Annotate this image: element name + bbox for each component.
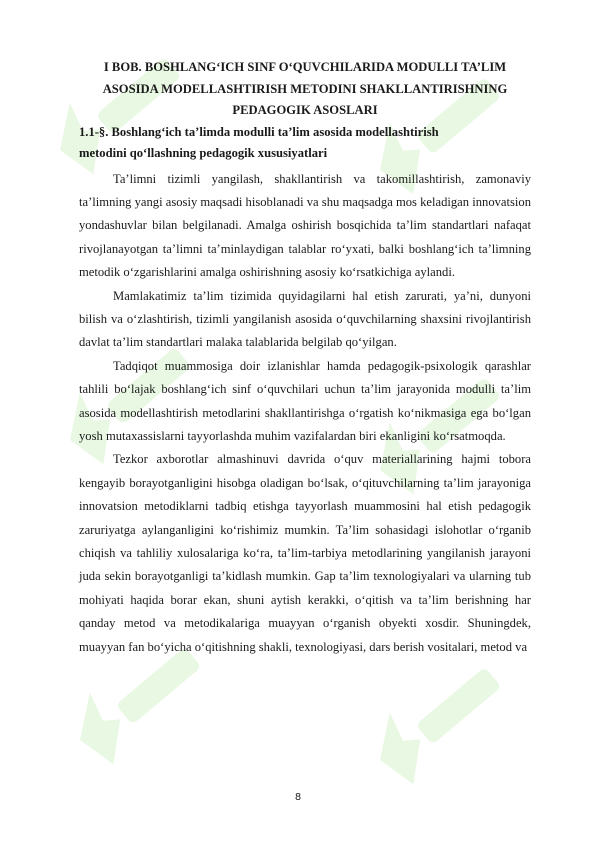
body-paragraph: Mamlakatimiz ta’lim tizimida quyidagilarni hal etish zarurati, ya’ni, dunyoni bilish va o‘zlashtirish, tizimli yangilanish asosida o‘quvchilarning shaxsini rivojlantirish davlat ta’lim standartlari malaka talablarida belgilab qo‘yilgan. bbox=[79, 288, 531, 350]
chapter-title bbox=[79, 57, 531, 122]
page-number: 8 bbox=[294, 792, 302, 803]
body-paragraph: Tadqiqot muammosiga doir izlanishlar hamda pedagogik-psixologik qarashlar tahlili bo‘lajak boshlang‘ich sinf o‘quvchilari uchun ta’lim jarayonida modulli ta’lim asosida modellashtirish metodlarini shakllantirishga o‘rgatish ko‘nikmasiga ega bo‘lgan yosh mutaxassislarni tayyorlashda muhim vazifalardan biri ekanligini ko‘rsatmoqda. bbox=[79, 358, 531, 443]
chapter-title-line: I BOB. BOSHLANG‘ICH SINF O‘QUVCHILARIDA MODULLI TA’LIM bbox=[103, 60, 507, 74]
body-paragraph: Ta’limni tizimli yangilash, shakllantirish va takomillashtirish, zamonaviy ta’limning yangi asosiy maqsadi hisoblanadi va shu maqsadga mos keladigan innovatsion yondashuvlar bilan belgilanadi. Amalga oshirish bosqichida ta’lim standartlari nafaqat rivojlanayotgan ta’limni ta’minlaydigan talablar ro‘yxati, balki boshlang‘ich ta’limning metodik o‘zgarishlarini amalga oshirishning asosiy ko‘rsatkichiga aylandi. bbox=[79, 171, 531, 280]
section-heading-line: metodini qo‘llashning pedagogik xususiyatlari bbox=[79, 146, 328, 160]
document-page bbox=[79, 57, 531, 659]
watermark-mark-5 bbox=[61, 689, 140, 771]
chapter-title-line: ASOSIDA MODELLASHTIRISH METODINI SHAKLLANTIRISHNING bbox=[102, 81, 508, 96]
section-heading-line: 1.1-§. Boshlang‘ich ta’limda modulli ta’lim asosida modellashtirish bbox=[79, 124, 439, 139]
section-heading bbox=[79, 122, 531, 165]
watermark-mark-6 bbox=[361, 709, 440, 791]
watermark-band-6 bbox=[416, 667, 502, 745]
chapter-title-line: PEDAGOGIK ASOSLARI bbox=[232, 103, 378, 117]
body-paragraph: Tezkor axborotlar almashinuvi davrida o‘quv materiallarining hajmi tobora kengayib borayotganligini hisobga oladigan bo‘lsak, o‘qituvchilarning ta’lim jarayoniga innovatsion metodiklarni tadbiq etishga tayyorlash muammosini hal etish pedagogik zaruriyatga aylanganligini ko‘rishimiz mumkin. Ta’lim sohasidagi islohotlar o‘rganib chiqish va tahliliy xulosalariga ko‘ra, ta’lim-tarbiya metodlarining yangilanish jarayoni juda sekin borayotganligi ta’kidlash mumkin. Gap ta’lim texnologiyalari va ularning tub mohiyati haqida borar ekan, shuni aytish kerakki, o‘qitish va ta’lim berishning har qanday metod va metodikalariga muayyan o‘rganish obyekti xosdir. Shuningdek, muayyan fan bo‘yicha o‘qitishning shakli, texnologiyasi, dars berish vositalari, metod va bbox=[79, 452, 531, 654]
